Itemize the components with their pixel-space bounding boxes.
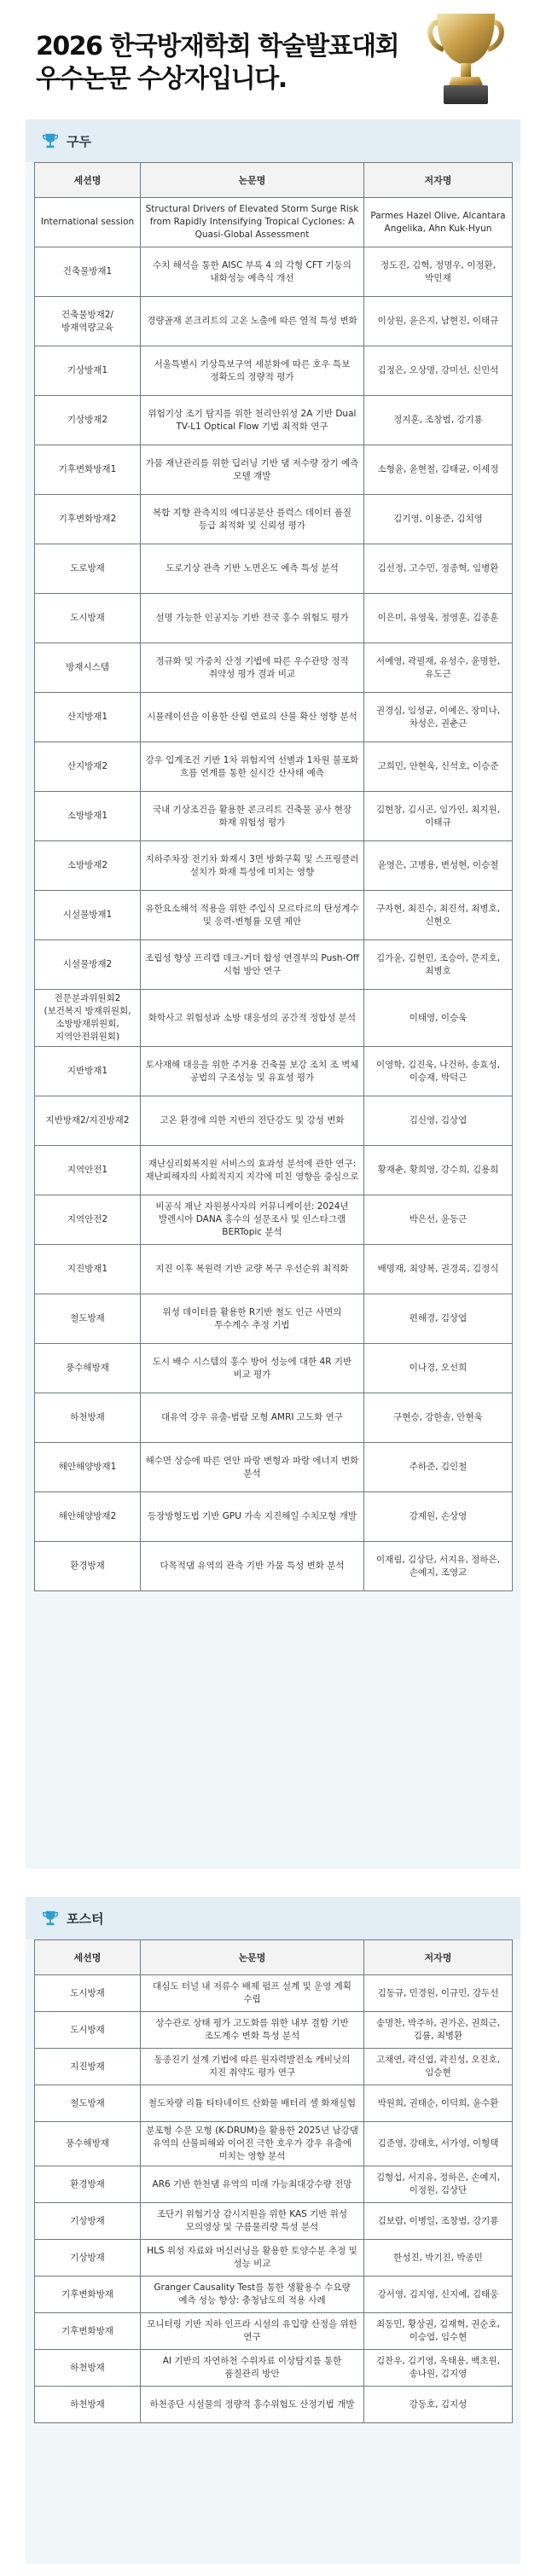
table-row bbox=[35, 1975, 513, 2012]
session-cell: 철도방재 bbox=[35, 1294, 141, 1344]
table-row bbox=[35, 1146, 513, 1195]
paper-title-cell: 시뮬레이션을 이용한 산림 연료의 산불 확산 영향 분석 bbox=[141, 693, 364, 742]
session-cell: 방재시스템 bbox=[35, 643, 141, 693]
authors-cell: 박원희, 권태순, 이덕희, 윤수환 bbox=[364, 2085, 513, 2122]
column-header-authors: 저자명 bbox=[364, 163, 513, 198]
table-row bbox=[35, 1294, 513, 1344]
session-cell: 지역안전1 bbox=[35, 1146, 141, 1195]
paper-title-cell: 정규화 및 가중치 산정 기법에 따른 우수관망 정적 취약성 평가 결과 비교 bbox=[141, 643, 364, 693]
table-row bbox=[35, 1047, 513, 1096]
column-header-session: 세션명 bbox=[35, 163, 141, 198]
authors-cell: 강동호, 김지성 bbox=[364, 2387, 513, 2423]
table-header-row bbox=[35, 1940, 513, 1975]
authors-cell: 고채연, 곽신엽, 곽진성, 오진호, 임승현 bbox=[364, 2049, 513, 2085]
session-cell: 해안해양방재1 bbox=[35, 1443, 141, 1492]
authors-cell: 한성진, 박기진, 박종민 bbox=[364, 2240, 513, 2277]
authors-cell: 구자현, 최진수, 최진석, 최병호, 신현오 bbox=[364, 891, 513, 940]
table-row bbox=[35, 2122, 513, 2166]
session-cell: 환경방재 bbox=[35, 1542, 141, 1591]
table-row bbox=[35, 2049, 513, 2085]
paper-title-cell: 서울특별시 기상특보구역 세분화에 따른 호우 특보 정확도의 정량적 평가 bbox=[141, 346, 364, 396]
paper-title-cell: 복합 지향 관측지의 에디공분산 플럭스 데이터 품질 등급 최적화 및 신뢰성 평가 bbox=[141, 495, 364, 544]
authors-cell: 배명재, 최양복, 권경록, 김정식 bbox=[364, 1245, 513, 1294]
table-row bbox=[35, 2203, 513, 2240]
authors-cell: 송명찬, 박주하, 권가온, 권희근, 김률, 최병환 bbox=[364, 2012, 513, 2049]
session-cell: 건축물방재2/방재역량교육 bbox=[35, 297, 141, 346]
table-row bbox=[35, 792, 513, 841]
paper-title-cell: 수치 해석을 통한 AISC 부록 4 의 각형 CFT 기둥의 내화성능 예측식 개선 bbox=[141, 247, 364, 297]
session-cell: 건축물방재1 bbox=[35, 247, 141, 297]
paper-title-cell: 가뭄 재난관리를 위한 딥러닝 기반 댐 저수량 장기 예측 모델 개발 bbox=[141, 445, 364, 495]
session-cell: 풍수해방재 bbox=[35, 1344, 141, 1393]
paper-title-cell: 다목적댐 유역의 관측 기반 가뭄 특성 변화 분석 bbox=[141, 1542, 364, 1591]
paper-title-cell: 토사재해 대응을 위한 주거용 건축물 보강 조치 조 벽체 공법의 구조성능 및 유효성 평가 bbox=[141, 1047, 364, 1096]
paper-title-cell: 지진 이후 복원력 기반 교량 복구 우선순위 최적화 bbox=[141, 1245, 364, 1294]
paper-title-cell: 고온 환경에 의한 지반의 전단강도 및 강성 변화 bbox=[141, 1096, 364, 1146]
paper-title-cell: 강우 입계조건 기반 1차 위험지역 선별과 1차원 불포화 흐름 연계를 통한 실시간 산사태 예측 bbox=[141, 742, 364, 792]
poster-section-header bbox=[26, 1897, 520, 1939]
paper-title-cell: Granger Causality Test를 통한 생활용수 수요량 예측 성능 향상: 충청남도의 적용 사례 bbox=[141, 2277, 364, 2313]
authors-cell: 강제원, 손상영 bbox=[364, 1492, 513, 1542]
table-row bbox=[35, 1245, 513, 1294]
table-row bbox=[35, 2277, 513, 2313]
table-row bbox=[35, 841, 513, 891]
paper-title-cell: 도시 배수 시스템의 홍수 방어 성능에 대한 4R 기반 비교 평가 bbox=[141, 1344, 364, 1393]
session-cell: 기후변화방재2 bbox=[35, 495, 141, 544]
table-row bbox=[35, 297, 513, 346]
session-cell: 시설물방재1 bbox=[35, 891, 141, 940]
paper-title-cell: AR6 기반 한천댐 유역의 미래 가능최대강수량 전망 bbox=[141, 2166, 364, 2203]
table-row bbox=[35, 693, 513, 742]
paper-title-cell: 상수관로 상태 평가 고도화를 위한 내부 결함 기반 조도계수 변화 특성 분석 bbox=[141, 2012, 364, 2049]
authors-cell: 윤영은, 고병용, 변성현, 이승철 bbox=[364, 841, 513, 891]
authors-cell: 김현창, 김시곤, 임가인, 최지원, 이태규 bbox=[364, 792, 513, 841]
table-row bbox=[35, 2166, 513, 2203]
table-row bbox=[35, 1492, 513, 1542]
session-cell: 풍수해방재 bbox=[35, 2122, 141, 2166]
authors-cell: Parmes Hazel Olive, Alcantara Angelika, Ahn Kuk-Hyun bbox=[364, 198, 513, 247]
authors-cell: 소형윤, 윤현철, 김태균, 이세정 bbox=[364, 445, 513, 495]
session-cell: 기상방재2 bbox=[35, 396, 141, 445]
paper-title-cell: 지하주차장 전기차 화재시 3면 방화구획 및 스프링클러 설치가 화재 특성에 미치는 영향 bbox=[141, 841, 364, 891]
table-row bbox=[35, 247, 513, 297]
table-row bbox=[35, 1096, 513, 1146]
table-row bbox=[35, 1344, 513, 1393]
table-row bbox=[35, 594, 513, 643]
table-row bbox=[35, 495, 513, 544]
paper-title-cell: 국내 기상조건을 활용한 콘크리트 건축물 공사 현장 화재 위험성 평가 bbox=[141, 792, 364, 841]
table-row bbox=[35, 742, 513, 792]
table-row bbox=[35, 1542, 513, 1591]
authors-cell: 이영학, 김진욱, 나건하, 송효성, 이승재, 박덕근 bbox=[364, 1047, 513, 1096]
authors-cell: 정도진, 김혁, 정명우, 이정환, 박민재 bbox=[364, 247, 513, 297]
paper-title-cell: 등장방형도법 기반 GPU 가속 지진해일 수치모형 개발 bbox=[141, 1492, 364, 1542]
session-cell: 해안해양방재2 bbox=[35, 1492, 141, 1542]
authors-cell: 권경심, 임성균, 이예은, 장미나, 차성은, 권춘근 bbox=[364, 693, 513, 742]
column-header-paper: 논문명 bbox=[141, 1940, 364, 1975]
trophy-icon bbox=[423, 7, 508, 108]
authors-cell: 고희민, 안현욱, 신석호, 이승준 bbox=[364, 742, 513, 792]
paper-title-cell: 철도차량 리튬 티타네이트 산화물 배터리 셀 화재실험 bbox=[141, 2085, 364, 2122]
paper-title-cell: Structural Drivers of Elevated Storm Surge Risk from Rapidly Intensifying Tropical Cyclones: A Quasi-Global Assessment bbox=[141, 198, 364, 247]
authors-cell: 이상원, 윤은지, 남현진, 이태규 bbox=[364, 297, 513, 346]
session-cell: 지진방재1 bbox=[35, 1245, 141, 1294]
column-header-session: 세션명 bbox=[35, 1940, 141, 1975]
oral-section-title: 구두 bbox=[67, 133, 91, 149]
table-row bbox=[35, 396, 513, 445]
authors-cell: 최동민, 황상권, 김재혁, 권순호, 이승엽, 임수현 bbox=[364, 2313, 513, 2350]
authors-cell: 박은선, 윤동근 bbox=[364, 1195, 513, 1245]
table-row bbox=[35, 1393, 513, 1443]
paper-title-cell: 분포형 수문 모형 (K-DRUM)을 활용한 2025년 남강댐 유역의 산불피해와 이어진 극한 호우가 강우 유출에 미치는 영향 분석 bbox=[141, 2122, 364, 2166]
table-row bbox=[35, 940, 513, 990]
session-cell: 기상방재 bbox=[35, 2203, 141, 2240]
authors-cell: 김찬우, 김기영, 옥태용, 백초원, 송나원, 김지영 bbox=[364, 2350, 513, 2387]
paper-title-cell: 위성 데이터를 활용한 R기반 철도 인근 사면의 투수계수 추정 기법 bbox=[141, 1294, 364, 1344]
session-cell: 산지방재1 bbox=[35, 693, 141, 742]
table-header-row bbox=[35, 163, 513, 198]
authors-cell: 편해경, 김상엽 bbox=[364, 1294, 513, 1344]
session-cell: 산지방재2 bbox=[35, 742, 141, 792]
authors-cell: 김정은, 오상명, 강미선, 신민석 bbox=[364, 346, 513, 396]
session-cell: 기후변화방재1 bbox=[35, 445, 141, 495]
table-row bbox=[35, 2350, 513, 2387]
page-header bbox=[0, 0, 546, 109]
table-row bbox=[35, 1443, 513, 1492]
column-header-authors: 저자명 bbox=[364, 1940, 513, 1975]
session-cell: 시설물방재2 bbox=[35, 940, 141, 990]
authors-cell: 김선정, 고수민, 정종혁, 임병환 bbox=[364, 544, 513, 594]
table-row bbox=[35, 990, 513, 1047]
table-row bbox=[35, 2240, 513, 2277]
authors-cell: 이은미, 유영욱, 정영훈, 김종훈 bbox=[364, 594, 513, 643]
session-cell: 기상방재 bbox=[35, 2240, 141, 2277]
paper-title-cell: AI 기반의 자연하천 수위자료 이상탐지를 통한 품질관리 방안 bbox=[141, 2350, 364, 2387]
oral-award-table bbox=[34, 162, 513, 1591]
session-cell: 하천방재 bbox=[35, 2387, 141, 2423]
session-cell: 소방방재1 bbox=[35, 792, 141, 841]
session-cell: 기후변화방재 bbox=[35, 2277, 141, 2313]
session-cell: 도로방재 bbox=[35, 544, 141, 594]
oral-table-body bbox=[35, 198, 513, 1591]
paper-title-cell: 조립성 향상 프리캡 데크-거더 합성 연결부의 Push-Off 시험 방안 연구 bbox=[141, 940, 364, 990]
authors-cell: 김준영, 강태호, 서가영, 이형택 bbox=[364, 2122, 513, 2166]
paper-title-cell: 유한요소해석 적용을 위한 주입식 모르타르의 탄성계수 및 응력-변형률 모델 제안 bbox=[141, 891, 364, 940]
session-cell: International session bbox=[35, 198, 141, 247]
table-row bbox=[35, 198, 513, 247]
session-cell: 하천방재 bbox=[35, 1393, 141, 1443]
table-row bbox=[35, 1195, 513, 1245]
authors-cell: 정지훈, 조창범, 강기룡 bbox=[364, 396, 513, 445]
session-cell: 환경방재 bbox=[35, 2166, 141, 2203]
paper-title-cell: 모니터링 기반 지하 인프라 시설의 유입량 산정을 위한 연구 bbox=[141, 2313, 364, 2350]
session-cell: 지역안전2 bbox=[35, 1195, 141, 1245]
session-cell: 지반방재1 bbox=[35, 1047, 141, 1096]
poster-table-body bbox=[35, 1975, 513, 2423]
table-row bbox=[35, 891, 513, 940]
authors-cell: 황재춘, 황희영, 강수희, 김용희 bbox=[364, 1146, 513, 1195]
session-cell: 기상방재1 bbox=[35, 346, 141, 396]
authors-cell: 구현승, 강한솔, 안현욱 bbox=[364, 1393, 513, 1443]
oral-section-header bbox=[26, 119, 520, 162]
session-cell: 전문분과위원회2 (보건복지 방재위원회, 소방방재위원회, 지역안전위원회) bbox=[35, 990, 141, 1047]
session-cell: 도시방재 bbox=[35, 594, 141, 643]
paper-title-cell: 대심도 터널 내 저류수 배제 펌프 설계 및 운영 계획 수립 bbox=[141, 1975, 364, 2012]
paper-title-cell: 조단기 위험기상 감시지원을 위한 KAS 기반 위성 모의영상 및 구름물리량 특성 분석 bbox=[141, 2203, 364, 2240]
authors-cell: 김신영, 김상엽 bbox=[364, 1096, 513, 1146]
paper-title-cell: 비공식 재난 자원봉사자의 커뮤니케이션: 2024년 발렌시아 DANA 홍수의 설문조사 및 인스타그램 BERTopic 분석 bbox=[141, 1195, 364, 1245]
paper-title-cell: 해수면 상승에 따른 연안 파랑 변형과 파랑 에너지 변화 분석 bbox=[141, 1443, 364, 1492]
paper-title-cell: 도로기상 관측 기반 노면온도 예측 특성 분석 bbox=[141, 544, 364, 594]
session-cell: 기후변화방재 bbox=[35, 2313, 141, 2350]
authors-cell: 강서영, 김지영, 신지예, 김태웅 bbox=[364, 2277, 513, 2313]
authors-cell: 이나경, 오선희 bbox=[364, 1344, 513, 1393]
column-header-paper: 논문명 bbox=[141, 163, 364, 198]
paper-title-cell: 경량골재 콘크리트의 고온 노출에 따른 열적 특성 변화 bbox=[141, 297, 364, 346]
table-row bbox=[35, 346, 513, 396]
table-row bbox=[35, 445, 513, 495]
paper-title-cell: 화학사고 위험성과 소방 대응성의 공간적 정합성 분석 bbox=[141, 990, 364, 1047]
session-cell: 하천방재 bbox=[35, 2350, 141, 2387]
paper-title-cell: HLS 위성 자료와 머신러닝을 활용한 토양수분 추정 및 성능 비교 bbox=[141, 2240, 364, 2277]
authors-cell: 주하준, 김인철 bbox=[364, 1443, 513, 1492]
table-row bbox=[35, 643, 513, 693]
authors-cell: 서예영, 곽필재, 유성수, 윤명한, 유도근 bbox=[364, 643, 513, 693]
oral-section bbox=[26, 119, 520, 1869]
authors-cell: 김형섭, 서지유, 정하은, 손예지, 이정원, 김상단 bbox=[364, 2166, 513, 2203]
table-row bbox=[35, 2387, 513, 2423]
paper-title-cell: 재난심리회복지원 서비스의 효과성 분석에 관한 연구: 재난피해자의 사회적지지 지각에 미친 영향을 중심으로 bbox=[141, 1146, 364, 1195]
poster-award-table bbox=[34, 1939, 513, 2423]
table-row bbox=[35, 544, 513, 594]
poster-section-title: 포스터 bbox=[67, 1910, 104, 1927]
session-cell: 철도방재 bbox=[35, 2085, 141, 2122]
authors-cell: 김보람, 이병일, 조창범, 강기룡 bbox=[364, 2203, 513, 2240]
authors-cell: 김기영, 이용준, 김치영 bbox=[364, 495, 513, 544]
session-cell: 지반방재2/지진방재2 bbox=[35, 1096, 141, 1146]
authors-cell: 이태영, 이승욱 bbox=[364, 990, 513, 1047]
authors-cell: 김동규, 민경원, 이규민, 강두선 bbox=[364, 1975, 513, 2012]
session-cell: 지진방재 bbox=[35, 2049, 141, 2085]
paper-title-cell: 대유역 강우 유출-범람 모형 AMRI 고도화 연구 bbox=[141, 1393, 364, 1443]
session-cell: 도시방재 bbox=[35, 2012, 141, 2049]
table-row bbox=[35, 2313, 513, 2350]
paper-title-cell: 위험기상 조기 탐지를 위한 천리안위성 2A 기반 Dual TV-L1 Optical Flow 기법 최적화 연구 bbox=[141, 396, 364, 445]
session-cell: 소방방재2 bbox=[35, 841, 141, 891]
paper-title-cell: 동종진기 설계 기법에 따른 원자력발전소 캐비닛의 지진 취약도 평가 연구 bbox=[141, 2049, 364, 2085]
trophy-icon bbox=[41, 131, 60, 150]
paper-title-cell: 설명 가능한 인공지능 기반 전국 홍수 위험도 평가 bbox=[141, 594, 364, 643]
authors-cell: 이재림, 김상단, 서지유, 정하은, 손예지, 조영교 bbox=[364, 1542, 513, 1591]
trophy-icon bbox=[41, 1909, 60, 1928]
table-row bbox=[35, 2085, 513, 2122]
table-row bbox=[35, 2012, 513, 2049]
session-cell: 도시방재 bbox=[35, 1975, 141, 2012]
poster-section bbox=[26, 1897, 520, 2564]
paper-title-cell: 하천종단 시설물의 정량적 홍수위험도 산정기법 개발 bbox=[141, 2387, 364, 2423]
authors-cell: 김가윤, 김현민, 조승아, 문지호, 최병호 bbox=[364, 940, 513, 990]
page-title: 2026 한국방재학회 학술발표대회 우수논문 수상자입니다. bbox=[36, 32, 399, 94]
